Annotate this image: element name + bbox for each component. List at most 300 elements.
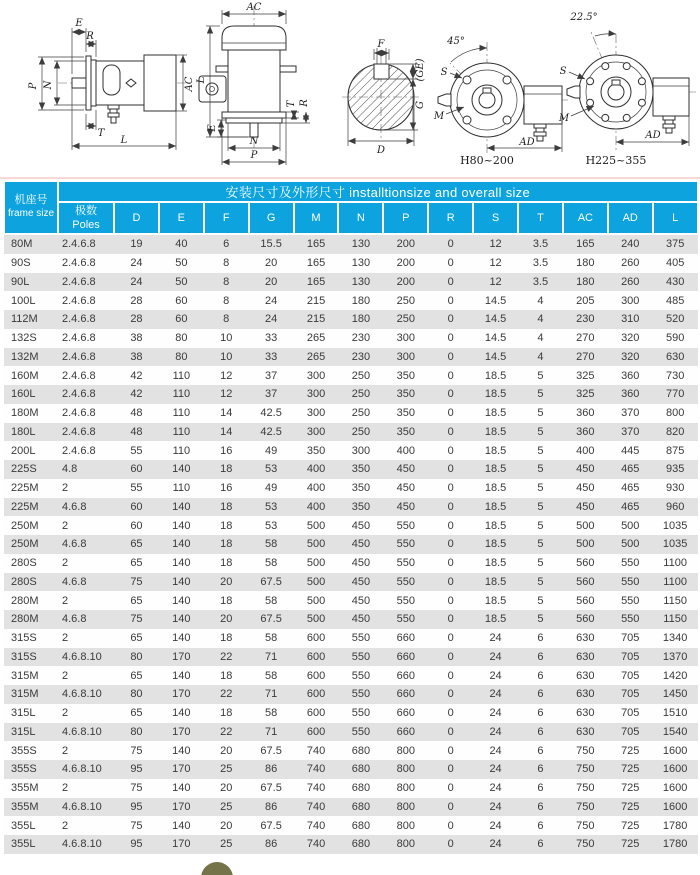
poles-cell: 2 [58, 779, 114, 798]
dim-cell: 14.5 [473, 348, 518, 367]
dim-cell: 49 [249, 441, 294, 460]
frame-size-cell: 100L [4, 291, 58, 310]
dim-label-ad5: AD [645, 130, 661, 141]
table-row [4, 535, 698, 554]
dim-cell: 65 [114, 629, 159, 648]
dim-cell: 58 [249, 629, 294, 648]
drawing-motor-side-view [28, 18, 195, 150]
dim-cell: 660 [383, 666, 428, 685]
dim-cell: 180 [563, 254, 608, 273]
table-row [4, 385, 698, 404]
dim-cell: 20 [204, 573, 249, 592]
dim-cell: 20 [204, 741, 249, 760]
dim-cell: 500 [294, 554, 339, 573]
dim-cell: 450 [563, 460, 608, 479]
spec-table [3, 180, 699, 854]
dim-cell: 20 [204, 610, 249, 629]
table-row [4, 779, 698, 798]
dim-cell: 750 [563, 760, 608, 779]
dim-cell: 24 [114, 254, 159, 273]
poles-cell: 4.6.8.10 [58, 685, 114, 704]
poles-cell: 4.6.8 [58, 535, 114, 554]
dim-cell: 265 [294, 348, 339, 367]
dim-cell: 18 [204, 516, 249, 535]
dim-cell: 360 [563, 423, 608, 442]
poles-cell: 4.6.8 [58, 498, 114, 517]
dim-cell: 65 [114, 535, 159, 554]
dim-cell: 170 [159, 835, 204, 854]
frame-size-cell: 355M [4, 798, 58, 817]
dim-cell: 1370 [653, 648, 698, 667]
dim-cell: 270 [563, 329, 608, 348]
dim-cell: 67.5 [249, 573, 294, 592]
dim-cell: 0 [428, 291, 473, 310]
poles-cell: 2.4.6.8 [58, 310, 114, 329]
dim-cell: 37 [249, 366, 294, 385]
dim-cell: 48 [114, 404, 159, 423]
title-row [4, 181, 698, 202]
dim-cell: 75 [114, 779, 159, 798]
dim-cell: 800 [383, 835, 428, 854]
dim-cell: 5 [518, 366, 563, 385]
dim-cell: 80 [114, 648, 159, 667]
dim-cell: 350 [383, 423, 428, 442]
dim-label-p2: P [250, 150, 258, 161]
dim-cell: 550 [338, 629, 383, 648]
dim-cell: 86 [249, 798, 294, 817]
dim-cell: 140 [159, 629, 204, 648]
dim-cell: 67.5 [249, 741, 294, 760]
dim-cell: 680 [338, 741, 383, 760]
dim-cell: 0 [428, 704, 473, 723]
dim-cell: 300 [294, 423, 339, 442]
dim-cell: 660 [383, 648, 428, 667]
dim-cell: 5 [518, 460, 563, 479]
dim-cell: 0 [428, 516, 473, 535]
dim-cell: 325 [563, 385, 608, 404]
dim-cell: 110 [159, 404, 204, 423]
dim-cell: 0 [428, 760, 473, 779]
dim-cell: 1035 [653, 535, 698, 554]
dim-cell: 22 [204, 685, 249, 704]
table-row [4, 591, 698, 610]
dim-cell: 6 [518, 779, 563, 798]
poles-header-en: Poles [72, 219, 100, 231]
dim-cell: 800 [653, 404, 698, 423]
dim-cell: 5 [518, 535, 563, 554]
poles-cell: 4.6.8.10 [58, 835, 114, 854]
dim-cell: 350 [294, 441, 339, 460]
dim-cell: 1035 [653, 516, 698, 535]
dim-cell: 18.5 [473, 460, 518, 479]
dim-cell: 350 [383, 404, 428, 423]
dim-cell: 300 [383, 348, 428, 367]
poles-cell: 2 [58, 666, 114, 685]
dim-cell: 170 [159, 685, 204, 704]
dim-cell: 18 [204, 629, 249, 648]
poles-cell: 2 [58, 629, 114, 648]
dim-cell: 170 [159, 648, 204, 667]
dim-cell: 360 [608, 366, 653, 385]
dim-cell: 320 [608, 329, 653, 348]
scan-artifact-line [0, 177, 700, 179]
dim-cell: 71 [249, 648, 294, 667]
dim-cell: 58 [249, 591, 294, 610]
dim-cell: 18.5 [473, 423, 518, 442]
dim-cell: 24 [473, 835, 518, 854]
dim-cell: 140 [159, 516, 204, 535]
dim-cell: 140 [159, 816, 204, 835]
dim-cell: 6 [518, 723, 563, 742]
dim-cell: 750 [563, 798, 608, 817]
table-row [4, 741, 698, 760]
table-row [4, 329, 698, 348]
dim-cell: 6 [518, 685, 563, 704]
dim-cell: 6 [518, 666, 563, 685]
dim-cell: 800 [383, 779, 428, 798]
poles-cell: 4.6.8 [58, 610, 114, 629]
dim-cell: 53 [249, 460, 294, 479]
dim-cell: 500 [294, 591, 339, 610]
drawing-shaft-section [342, 39, 426, 156]
dim-cell: 53 [249, 516, 294, 535]
dim-cell: 725 [608, 816, 653, 835]
dim-cell: 140 [159, 779, 204, 798]
dim-cell: 485 [653, 291, 698, 310]
dim-cell: 1600 [653, 779, 698, 798]
dim-cell: 18.5 [473, 516, 518, 535]
dim-label-d: D [376, 145, 386, 156]
dim-cell: 500 [608, 516, 653, 535]
dim-cell: 630 [653, 348, 698, 367]
dim-cell: 0 [428, 779, 473, 798]
dim-cell: 12 [204, 385, 249, 404]
dim-cell: 725 [608, 760, 653, 779]
dim-cell: 130 [338, 273, 383, 292]
dim-cell: 80 [159, 348, 204, 367]
table-row [4, 516, 698, 535]
poles-cell: 2.4.6.8 [58, 291, 114, 310]
frame-size-cell: 132S [4, 329, 58, 348]
dim-cell: 350 [338, 498, 383, 517]
drawing-flange-4bolt [433, 36, 568, 167]
dim-cell: 12 [473, 273, 518, 292]
dim-cell: 25 [204, 835, 249, 854]
dim-cell: 705 [608, 629, 653, 648]
dim-cell: 60 [159, 291, 204, 310]
table-row [4, 760, 698, 779]
dim-cell: 5 [518, 404, 563, 423]
dim-cell: 300 [294, 385, 339, 404]
dim-cell: 18 [204, 554, 249, 573]
dim-cell: 60 [159, 310, 204, 329]
dim-cell: 350 [338, 460, 383, 479]
dim-cell: 140 [159, 535, 204, 554]
dim-cell: 16 [204, 441, 249, 460]
poles-cell: 2 [58, 516, 114, 535]
dim-cell: 0 [428, 723, 473, 742]
dim-cell: 400 [294, 479, 339, 498]
dim-cell: 80 [159, 329, 204, 348]
dim-cell: 550 [338, 704, 383, 723]
dim-cell: 16 [204, 479, 249, 498]
dim-cell: 630 [563, 629, 608, 648]
dim-cell: 600 [294, 723, 339, 742]
dim-cell: 170 [159, 798, 204, 817]
dim-cell: 24 [473, 685, 518, 704]
frame-size-header-zh: 机座号 [14, 194, 48, 207]
poles-cell: 2.4.6.8 [58, 348, 114, 367]
dim-cell: 24 [249, 291, 294, 310]
dim-cell: 6 [204, 234, 249, 254]
dim-cell: 240 [608, 234, 653, 254]
frame-size-cell: 225S [4, 460, 58, 479]
table-row [4, 441, 698, 460]
dim-cell: 80 [114, 723, 159, 742]
table-row [4, 610, 698, 629]
dim-cell: 24 [473, 798, 518, 817]
column-header-t: T [518, 202, 563, 234]
dim-cell: 12 [473, 234, 518, 254]
dim-label-e: E [75, 18, 83, 29]
dim-cell: 110 [159, 385, 204, 404]
dim-cell: 6 [518, 835, 563, 854]
column-header-s: S [473, 202, 518, 234]
dim-cell: 65 [114, 591, 159, 610]
dim-cell: 250 [338, 423, 383, 442]
dim-cell: 680 [338, 779, 383, 798]
dim-cell: 140 [159, 666, 204, 685]
frame-size-cell: 355L [4, 835, 58, 854]
dim-cell: 67.5 [249, 816, 294, 835]
poles-cell: 2 [58, 479, 114, 498]
dim-cell: 48 [114, 423, 159, 442]
dim-cell: 450 [383, 460, 428, 479]
dim-label-ac: AC [184, 76, 195, 92]
dim-cell: 450 [563, 479, 608, 498]
dim-cell: 42.5 [249, 404, 294, 423]
table-row [4, 629, 698, 648]
dim-cell: 215 [294, 291, 339, 310]
dim-cell: 630 [563, 723, 608, 742]
dim-cell: 250 [338, 366, 383, 385]
dim-cell: 600 [294, 704, 339, 723]
dim-cell: 600 [294, 648, 339, 667]
dim-cell: 450 [563, 498, 608, 517]
dim-cell: 140 [159, 554, 204, 573]
dim-cell: 14 [204, 404, 249, 423]
dim-cell: 730 [653, 366, 698, 385]
table-row [4, 704, 698, 723]
dim-cell: 18.5 [473, 366, 518, 385]
dim-cell: 740 [294, 798, 339, 817]
poles-cell: 2.4.6.8 [58, 404, 114, 423]
dim-cell: 450 [338, 573, 383, 592]
poles-cell: 4.6.8.10 [58, 760, 114, 779]
dim-cell: 500 [563, 535, 608, 554]
dim-cell: 450 [338, 610, 383, 629]
dim-cell: 37 [249, 385, 294, 404]
poles-cell: 4.6.8.10 [58, 723, 114, 742]
dim-cell: 0 [428, 629, 473, 648]
dim-cell: 1150 [653, 591, 698, 610]
frame-size-cell: 315M [4, 666, 58, 685]
dim-cell: 0 [428, 273, 473, 292]
dim-cell: 1420 [653, 666, 698, 685]
column-header-n: N [338, 202, 383, 234]
dim-label-g: G [415, 101, 426, 109]
dim-cell: 550 [608, 554, 653, 573]
dim-label-s5: S [559, 66, 567, 77]
dim-cell: 960 [653, 498, 698, 517]
dim-cell: 400 [563, 441, 608, 460]
dim-cell: 265 [294, 329, 339, 348]
dim-cell: 250 [338, 404, 383, 423]
table-row [4, 404, 698, 423]
dim-cell: 705 [608, 648, 653, 667]
dim-cell: 0 [428, 366, 473, 385]
table-row [4, 648, 698, 667]
table-title: 安装尺寸及外形尺寸 installtionsize and overall size [58, 181, 698, 202]
dim-cell: 550 [383, 554, 428, 573]
dim-cell: 0 [428, 441, 473, 460]
dim-cell: 550 [338, 648, 383, 667]
dim-cell: 230 [338, 348, 383, 367]
dim-cell: 560 [563, 610, 608, 629]
frame-size-cell: 355L [4, 816, 58, 835]
dim-label-p: P [28, 82, 39, 90]
dim-cell: 800 [383, 816, 428, 835]
dim-cell: 18 [204, 666, 249, 685]
frame-size-cell: 180M [4, 404, 58, 423]
dim-cell: 22 [204, 648, 249, 667]
dim-cell: 560 [563, 554, 608, 573]
dim-cell: 630 [563, 648, 608, 667]
dim-cell: 430 [653, 273, 698, 292]
table-row [4, 685, 698, 704]
dim-cell: 560 [563, 591, 608, 610]
dim-label-ge: (GE) [415, 58, 426, 82]
dim-cell: 450 [383, 479, 428, 498]
dim-cell: 6 [518, 704, 563, 723]
dim-cell: 5 [518, 385, 563, 404]
table-row [4, 423, 698, 442]
table-row [4, 498, 698, 517]
dim-cell: 740 [294, 835, 339, 854]
dim-cell: 1600 [653, 760, 698, 779]
dim-cell: 58 [249, 704, 294, 723]
dim-cell: 55 [114, 441, 159, 460]
dim-cell: 5 [518, 610, 563, 629]
dim-cell: 10 [204, 329, 249, 348]
dim-cell: 5 [518, 554, 563, 573]
dim-cell: 24 [473, 779, 518, 798]
table-row [4, 816, 698, 835]
dim-cell: 1510 [653, 704, 698, 723]
dim-cell: 500 [294, 516, 339, 535]
dim-cell: 20 [249, 273, 294, 292]
column-header-p: P [383, 202, 428, 234]
dim-cell: 0 [428, 348, 473, 367]
dim-cell: 24 [473, 666, 518, 685]
frame-size-cell: 280S [4, 573, 58, 592]
frame-size-cell: 315L [4, 723, 58, 742]
dim-cell: 24 [249, 310, 294, 329]
dim-cell: 8 [204, 291, 249, 310]
dim-cell: 8 [204, 310, 249, 329]
frame-size-cell: 90L [4, 273, 58, 292]
dim-cell: 4 [518, 291, 563, 310]
table-row [4, 573, 698, 592]
dim-cell: 18.5 [473, 535, 518, 554]
dim-cell: 95 [114, 798, 159, 817]
frame-size-cell: 280M [4, 610, 58, 629]
dim-cell: 360 [563, 404, 608, 423]
dim-cell: 550 [338, 723, 383, 742]
dim-cell: 20 [249, 254, 294, 273]
table-row [4, 554, 698, 573]
dim-cell: 24 [473, 816, 518, 835]
dim-cell: 4 [518, 329, 563, 348]
dim-cell: 600 [294, 629, 339, 648]
dim-cell: 740 [294, 816, 339, 835]
dim-cell: 40 [159, 234, 204, 254]
dim-cell: 25 [204, 760, 249, 779]
dim-cell: 24 [473, 723, 518, 742]
frame-size-cell: 280M [4, 591, 58, 610]
dim-cell: 130 [338, 254, 383, 273]
dim-cell: 38 [114, 348, 159, 367]
poles-cell: 2.4.6.8 [58, 423, 114, 442]
dim-cell: 445 [608, 441, 653, 460]
dim-cell: 65 [114, 704, 159, 723]
dim-cell: 680 [338, 835, 383, 854]
dim-cell: 3.5 [518, 254, 563, 273]
dim-cell: 500 [563, 516, 608, 535]
dim-cell: 550 [608, 573, 653, 592]
dim-cell: 450 [338, 516, 383, 535]
dim-cell: 230 [563, 310, 608, 329]
dim-cell: 33 [249, 329, 294, 348]
dim-cell: 75 [114, 741, 159, 760]
dim-cell: 24 [473, 648, 518, 667]
dim-cell: 0 [428, 835, 473, 854]
dim-cell: 0 [428, 329, 473, 348]
dim-cell: 465 [608, 498, 653, 517]
dim-cell: 310 [608, 310, 653, 329]
dim-cell: 18.5 [473, 573, 518, 592]
dim-cell: 14.5 [473, 310, 518, 329]
dim-cell: 520 [653, 310, 698, 329]
dim-cell: 0 [428, 666, 473, 685]
dim-label-n: N [43, 80, 54, 90]
dim-cell: 14.5 [473, 291, 518, 310]
poles-cell: 2 [58, 741, 114, 760]
frame-size-cell: 225M [4, 498, 58, 517]
poles-cell: 2.4.6.8 [58, 329, 114, 348]
column-header-g: G [249, 202, 294, 234]
dim-cell: 110 [159, 441, 204, 460]
dim-cell: 1340 [653, 629, 698, 648]
dim-cell: 930 [653, 479, 698, 498]
dim-cell: 18.5 [473, 479, 518, 498]
dim-cell: 165 [294, 254, 339, 273]
poles-cell: 4.8 [58, 460, 114, 479]
spec-table-header [4, 181, 698, 234]
dim-cell: 0 [428, 234, 473, 254]
dim-cell: 6 [518, 760, 563, 779]
dim-cell: 15.5 [249, 234, 294, 254]
